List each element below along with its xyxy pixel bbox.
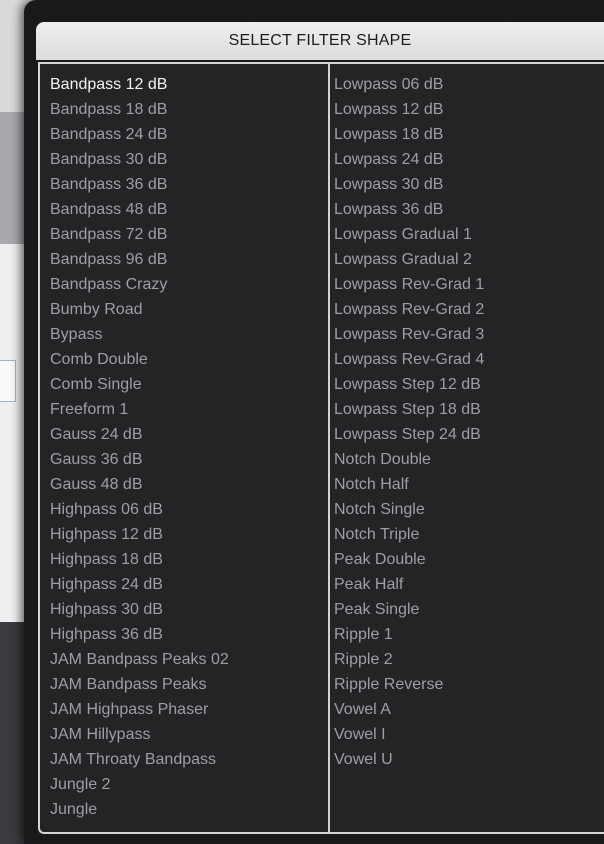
filter-option[interactable]: Bypass bbox=[50, 326, 103, 343]
filter-option[interactable]: Gauss 36 dB bbox=[50, 451, 143, 468]
background-field bbox=[0, 360, 16, 402]
filter-option[interactable]: Ripple 2 bbox=[334, 651, 393, 668]
filter-option[interactable]: Highpass 12 dB bbox=[50, 526, 163, 543]
filter-option[interactable]: Bandpass 48 dB bbox=[50, 201, 168, 218]
filter-shape-dialog bbox=[24, 0, 604, 844]
filter-option[interactable]: Lowpass Step 18 dB bbox=[334, 401, 481, 418]
filter-option[interactable]: Notch Triple bbox=[334, 526, 420, 543]
filter-option[interactable]: Bandpass 24 dB bbox=[50, 126, 168, 143]
filter-option[interactable]: Lowpass Gradual 2 bbox=[334, 251, 472, 268]
filter-option[interactable]: Comb Single bbox=[50, 376, 142, 393]
filter-option[interactable]: Vowel I bbox=[334, 726, 386, 743]
filter-option[interactable]: JAM Highpass Phaser bbox=[50, 701, 209, 718]
filter-option[interactable]: Ripple Reverse bbox=[334, 676, 444, 693]
filter-option[interactable]: Jungle bbox=[50, 801, 98, 818]
filter-option[interactable]: Vowel U bbox=[334, 751, 393, 768]
filter-option[interactable]: Lowpass Step 12 dB bbox=[334, 376, 481, 393]
filter-option[interactable]: Jungle 2 bbox=[50, 776, 111, 793]
filter-option[interactable]: Bandpass 18 dB bbox=[50, 101, 168, 118]
filter-option[interactable]: Bandpass 96 dB bbox=[50, 251, 168, 268]
filter-option[interactable]: JAM Bandpass Peaks 02 bbox=[50, 651, 229, 668]
filter-option[interactable]: Peak Single bbox=[334, 601, 420, 618]
filter-option[interactable]: Peak Double bbox=[334, 551, 426, 568]
filter-option[interactable]: Lowpass Rev-Grad 2 bbox=[334, 301, 485, 318]
filter-option[interactable]: Highpass 30 dB bbox=[50, 601, 163, 618]
filter-option[interactable]: Bandpass 72 dB bbox=[50, 226, 168, 243]
filter-option[interactable]: JAM Bandpass Peaks bbox=[50, 676, 207, 693]
filter-option[interactable]: Bandpass 12 dB bbox=[50, 76, 168, 93]
filter-option[interactable]: Lowpass Rev-Grad 4 bbox=[334, 351, 485, 368]
dialog-title: SELECT FILTER SHAPE bbox=[36, 22, 604, 60]
filter-shape-list bbox=[38, 62, 604, 834]
filter-option[interactable]: Ripple 1 bbox=[334, 626, 393, 643]
filter-option[interactable]: Lowpass 36 dB bbox=[334, 201, 444, 218]
filter-option[interactable]: Lowpass 24 dB bbox=[334, 151, 444, 168]
filter-option[interactable]: Lowpass 12 dB bbox=[334, 101, 444, 118]
filter-option[interactable]: Gauss 48 dB bbox=[50, 476, 143, 493]
filter-option[interactable]: Lowpass 06 dB bbox=[334, 76, 444, 93]
filter-option[interactable]: Peak Half bbox=[334, 576, 404, 593]
filter-option[interactable]: Lowpass Gradual 1 bbox=[334, 226, 472, 243]
filter-option[interactable]: Bandpass 30 dB bbox=[50, 151, 168, 168]
filter-option[interactable]: Notch Half bbox=[334, 476, 409, 493]
filter-option[interactable]: Lowpass Rev-Grad 1 bbox=[334, 276, 485, 293]
filter-option[interactable]: JAM Hillypass bbox=[50, 726, 151, 743]
filter-option[interactable]: Notch Single bbox=[334, 501, 425, 518]
filter-option[interactable]: Highpass 36 dB bbox=[50, 626, 163, 643]
filter-option[interactable]: Gauss 24 dB bbox=[50, 426, 143, 443]
filter-option[interactable]: Highpass 24 dB bbox=[50, 576, 163, 593]
filter-option[interactable]: Bumby Road bbox=[50, 301, 143, 318]
filter-option[interactable]: Lowpass Rev-Grad 3 bbox=[334, 326, 485, 343]
filter-option[interactable]: Notch Double bbox=[334, 451, 431, 468]
filter-option[interactable]: Bandpass 36 dB bbox=[50, 176, 168, 193]
filter-option[interactable]: Bandpass Crazy bbox=[50, 276, 168, 293]
filter-option[interactable]: Vowel A bbox=[334, 701, 391, 718]
filter-option[interactable]: Highpass 18 dB bbox=[50, 551, 163, 568]
filter-list-column-left bbox=[50, 72, 326, 822]
filter-option[interactable]: Lowpass 18 dB bbox=[334, 126, 444, 143]
filter-option[interactable]: Lowpass 30 dB bbox=[334, 176, 444, 193]
filter-option[interactable]: Comb Double bbox=[50, 351, 148, 368]
filter-list-column-right bbox=[334, 72, 604, 772]
column-divider bbox=[328, 64, 330, 832]
filter-option[interactable]: JAM Throaty Bandpass bbox=[50, 751, 217, 768]
filter-option[interactable]: Freeform 1 bbox=[50, 401, 129, 418]
filter-option[interactable]: Highpass 06 dB bbox=[50, 501, 163, 518]
filter-option[interactable]: Lowpass Step 24 dB bbox=[334, 426, 481, 443]
